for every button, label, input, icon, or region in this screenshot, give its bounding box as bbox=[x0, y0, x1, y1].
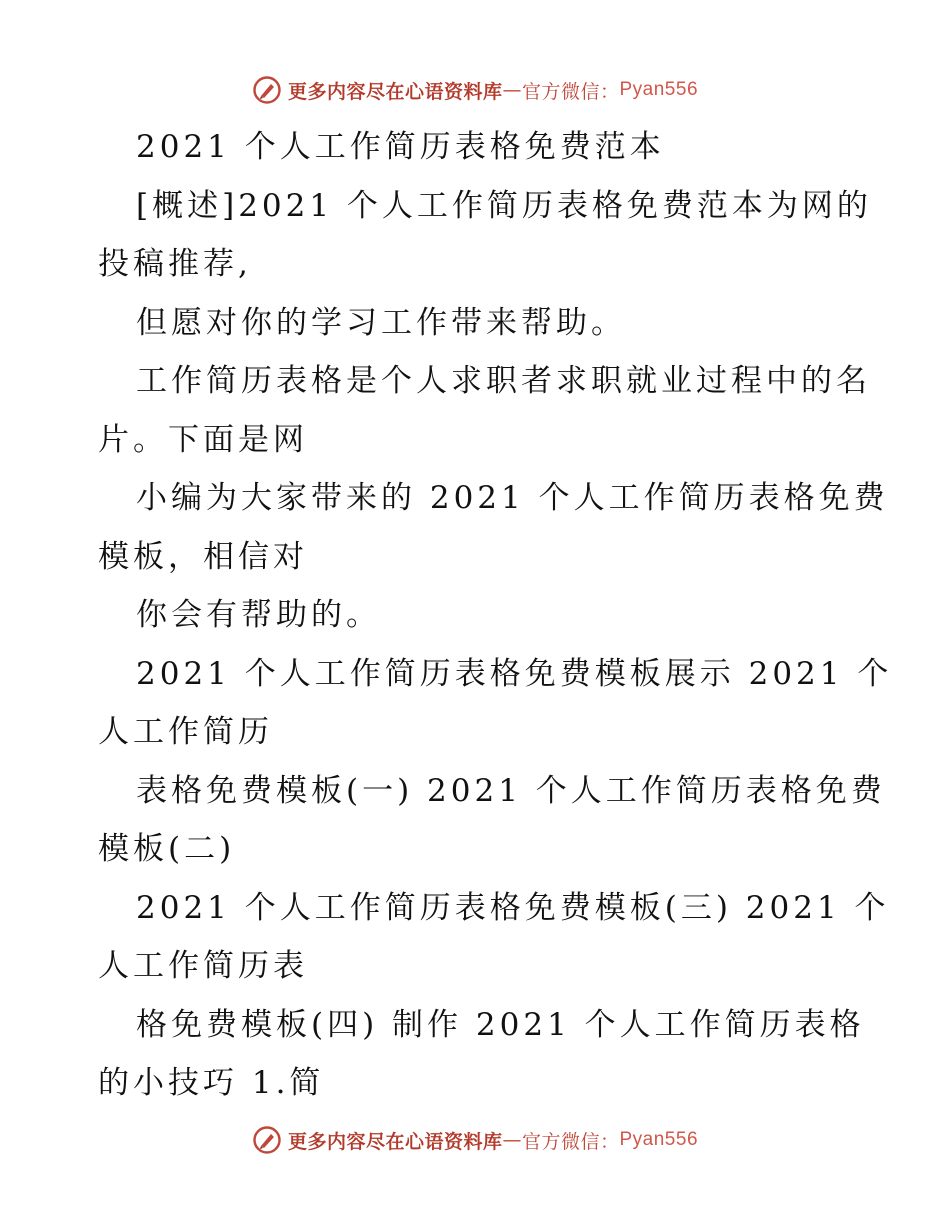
text-line: 模板(二) bbox=[98, 831, 236, 867]
text-line: 你会有帮助的。 bbox=[136, 597, 381, 633]
page-header-watermark bbox=[0, 70, 950, 110]
pen-logo-icon bbox=[252, 1125, 282, 1155]
text-line: 2021 个人工作简历表格免费模板展示 2021 个 bbox=[136, 655, 893, 692]
watermark-official: 官方微信： bbox=[521, 80, 620, 103]
text-line: 格免费模板(四) 制作 2021 个人工作简历表格 bbox=[136, 1006, 865, 1043]
text-line: 但愿对你的学习工作带来帮助。 bbox=[136, 304, 626, 341]
page-footer-watermark bbox=[0, 1120, 950, 1160]
text-line: 片。下面是网 bbox=[98, 421, 308, 458]
document-body bbox=[98, 118, 893, 1113]
text-line: 表格免费模板(一) 2021 个人工作简历表格免费 bbox=[136, 772, 886, 809]
text-line: 模板，相信对 bbox=[98, 538, 308, 575]
text-line: 的小技巧 1.简 bbox=[98, 1065, 325, 1101]
text-line: 人工作简历 bbox=[98, 714, 273, 750]
text-line: 2021 个人工作简历表格免费模板(三) 2021 个 bbox=[136, 889, 890, 926]
watermark-wechat-id: Pyan556 bbox=[619, 79, 699, 100]
watermark-brand: 更多内容尽在心语资料库 bbox=[287, 1130, 503, 1153]
pen-logo-icon bbox=[252, 75, 282, 105]
text-line: 投稿推荐, bbox=[98, 246, 252, 282]
text-line: 人工作简历表 bbox=[98, 948, 308, 984]
text-line: 2021 个人工作简历表格免费范本 bbox=[136, 129, 665, 165]
watermark-brand: 更多内容尽在心语资料库 bbox=[287, 80, 503, 103]
watermark-wechat-id: Pyan556 bbox=[619, 1129, 699, 1150]
text-line: [概述]2021 个人工作简历表格免费范本为网的 bbox=[136, 187, 872, 224]
watermark-dash: — bbox=[502, 79, 522, 101]
text-line: 小编为大家带来的 2021 个人工作简历表格免费 bbox=[136, 480, 889, 516]
watermark-official: 官方微信： bbox=[521, 1130, 620, 1153]
text-line: 工作简历表格是个人求职者求职就业过程中的名 bbox=[136, 363, 871, 399]
watermark-dash: — bbox=[502, 1129, 522, 1151]
